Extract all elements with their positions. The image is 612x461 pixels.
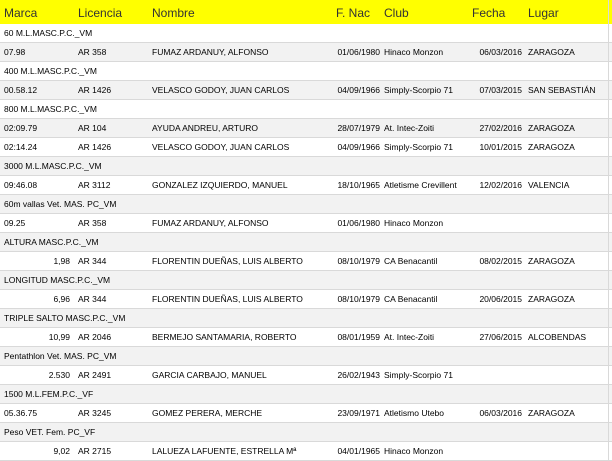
cell-fnac[interactable]: 18/10/1965 xyxy=(337,180,380,190)
cell-club[interactable]: Simply-Scorpio 71 xyxy=(384,142,453,152)
header-nombre[interactable]: Nombre xyxy=(152,6,195,20)
cell-nombre[interactable]: FLORENTIN DUEÑAS, LUIS ALBERTO xyxy=(152,256,303,266)
event-category-label[interactable]: 400 M.L.MASC.P.C._VM xyxy=(4,66,97,76)
cell-fecha[interactable] xyxy=(470,214,522,233)
event-category-label[interactable]: 3000 M.L.MASC.P.C._VM xyxy=(4,161,102,171)
cell-club[interactable]: Hinaco Monzon xyxy=(384,218,444,228)
category-row[interactable] xyxy=(0,347,612,366)
cell-nombre[interactable]: GARCIA CARBAJO, MANUEL xyxy=(152,370,267,380)
cell-fnac[interactable]: 08/10/1979 xyxy=(337,294,380,304)
cell-marca[interactable]: 05.36.75 xyxy=(4,408,38,418)
cell-club[interactable]: Simply-Scorpio 71 xyxy=(384,370,453,380)
table-row[interactable] xyxy=(0,366,612,385)
cell-fecha[interactable]: 10/01/2015 xyxy=(479,142,522,152)
cell-licencia[interactable]: AR 2491 xyxy=(78,370,112,380)
cell-club[interactable]: CA Benacantil xyxy=(384,294,438,304)
header-lugar[interactable]: Lugar xyxy=(528,6,559,20)
cell-nombre[interactable]: BERMEJO SANTAMARIA, ROBERTO xyxy=(152,332,297,342)
cell-marca[interactable]: 09.25 xyxy=(4,218,26,228)
table-row[interactable] xyxy=(0,404,612,423)
cell-lugar[interactable]: VALENCIA xyxy=(528,180,570,190)
category-row[interactable] xyxy=(0,62,612,81)
cell-fnac[interactable]: 01/06/1980 xyxy=(337,218,380,228)
table-row[interactable] xyxy=(0,138,612,157)
cell-fecha[interactable]: 12/02/2016 xyxy=(479,180,522,190)
cell-lugar[interactable]: SAN SEBASTIÁN xyxy=(528,85,596,95)
cell-nombre[interactable]: FUMAZ ARDANUY, ALFONSO xyxy=(152,218,269,228)
cell-licencia[interactable]: AR 344 xyxy=(78,256,107,266)
cell-lugar[interactable]: ZARAGOZA xyxy=(528,256,575,266)
category-row[interactable] xyxy=(0,309,612,328)
cell-nombre[interactable]: GONZALEZ IZQUIERDO, MANUEL xyxy=(152,180,288,190)
column-divider xyxy=(608,0,609,461)
cell-nombre[interactable]: AYUDA ANDREU, ARTURO xyxy=(152,123,258,133)
cell-lugar[interactable] xyxy=(528,442,612,461)
header-row xyxy=(0,0,612,25)
cell-lugar[interactable] xyxy=(528,366,612,385)
cell-club[interactable]: Atletisme Crevillent xyxy=(384,180,457,190)
cell-fecha[interactable]: 07/03/2015 xyxy=(479,85,522,95)
event-category-label[interactable]: 1500 M.L.FEM.P.C._VF xyxy=(4,389,94,399)
cell-lugar[interactable]: ZARAGOZA xyxy=(528,408,575,418)
cell-licencia[interactable]: AR 104 xyxy=(78,123,107,133)
category-row[interactable] xyxy=(0,100,612,119)
cell-fecha[interactable]: 27/02/2016 xyxy=(479,123,522,133)
table-row[interactable] xyxy=(0,328,612,347)
table-row[interactable] xyxy=(0,214,612,233)
cell-licencia[interactable]: AR 3245 xyxy=(78,408,112,418)
event-category-label[interactable]: Peso VET. Fem. PC_VF xyxy=(4,427,96,437)
cell-marca[interactable]: 09:46.08 xyxy=(4,180,38,190)
event-category-label[interactable]: 800 M.L.MASC.P.C._VM xyxy=(4,104,97,114)
cell-licencia[interactable]: AR 2046 xyxy=(78,332,112,342)
cell-fecha[interactable]: 08/02/2015 xyxy=(479,256,522,266)
cell-marca[interactable]: 10,99 xyxy=(48,332,70,342)
cell-lugar[interactable]: ZARAGOZA xyxy=(528,47,575,57)
header-fecha[interactable]: Fecha xyxy=(472,6,506,20)
cell-lugar[interactable]: ALCOBENDAS xyxy=(528,332,587,342)
cell-licencia[interactable]: AR 1426 xyxy=(78,142,112,152)
cell-fecha[interactable]: 06/03/2016 xyxy=(479,408,522,418)
cell-marca[interactable]: 6,96 xyxy=(53,294,70,304)
cell-marca[interactable]: 00.58.12 xyxy=(4,85,38,95)
table-row[interactable] xyxy=(0,176,612,195)
cell-marca[interactable]: 02:14.24 xyxy=(4,142,38,152)
event-category-label[interactable]: TRIPLE SALTO MASC.P.C._VM xyxy=(4,313,126,323)
cell-nombre[interactable]: FLORENTIN DUEÑAS, LUIS ALBERTO xyxy=(152,294,303,304)
event-category-label[interactable]: ALTURA MASC.P.C._VM xyxy=(4,237,99,247)
cell-lugar[interactable] xyxy=(528,214,612,233)
cell-nombre[interactable]: GOMEZ PERERA, MERCHE xyxy=(152,408,263,418)
table-row[interactable] xyxy=(0,252,612,271)
cell-club[interactable]: Atletismo Utebo xyxy=(384,408,444,418)
cell-fnac[interactable]: 04/01/1965 xyxy=(337,446,380,456)
event-category-label[interactable]: 60 M.L.MASC.P.C._VM xyxy=(4,28,93,38)
table-row[interactable] xyxy=(0,442,612,461)
cell-fecha[interactable] xyxy=(470,442,522,461)
category-row[interactable] xyxy=(0,385,612,404)
category-row[interactable] xyxy=(0,233,612,252)
cell-nombre[interactable]: FUMAZ ARDANUY, ALFONSO xyxy=(152,47,269,57)
cell-lugar[interactable]: ZARAGOZA xyxy=(528,142,575,152)
event-category-label[interactable]: Pentathlon Vet. MAS. PC_VM xyxy=(4,351,117,361)
cell-club[interactable]: Simply-Scorpio 71 xyxy=(384,85,453,95)
cell-lugar[interactable]: ZARAGOZA xyxy=(528,294,575,304)
cell-nombre[interactable]: VELASCO GODOY, JUAN CARLOS xyxy=(152,85,290,95)
cell-club[interactable]: Hinaco Monzon xyxy=(384,47,444,57)
event-category-label[interactable]: LONGITUD MASC.P.C._VM xyxy=(4,275,111,285)
event-category-label[interactable]: 60m vallas Vet. MAS. PC_VM xyxy=(4,199,117,209)
cell-marca[interactable]: 2.530 xyxy=(48,370,70,380)
category-row[interactable] xyxy=(0,423,612,442)
cell-licencia[interactable]: AR 344 xyxy=(78,294,107,304)
header-fnac[interactable]: F. Nac xyxy=(336,6,371,20)
cell-licencia[interactable]: AR 3112 xyxy=(78,180,111,190)
cell-fnac[interactable]: 08/10/1979 xyxy=(337,256,380,266)
category-row[interactable] xyxy=(0,157,612,176)
cell-licencia[interactable]: AR 1426 xyxy=(78,85,112,95)
header-licencia[interactable]: Licencia xyxy=(78,6,123,20)
cell-marca[interactable]: 02:09.79 xyxy=(4,123,38,133)
cell-fnac[interactable]: 28/07/1979 xyxy=(337,123,380,133)
category-row[interactable] xyxy=(0,271,612,290)
cell-lugar[interactable]: ZARAGOZA xyxy=(528,123,575,133)
cell-licencia[interactable]: AR 358 xyxy=(78,218,107,228)
table-row[interactable] xyxy=(0,290,612,309)
cell-nombre[interactable]: LALUEZA LAFUENTE, ESTRELLA Mª xyxy=(152,446,297,456)
cell-fecha[interactable]: 27/06/2015 xyxy=(479,332,522,342)
table-row[interactable] xyxy=(0,81,612,100)
cell-fnac[interactable]: 26/02/1943 xyxy=(337,370,380,380)
header-club[interactable]: Club xyxy=(384,6,409,20)
cell-club[interactable]: At. Intec-Zoiti xyxy=(384,123,435,133)
cell-licencia[interactable]: AR 2715 xyxy=(78,446,112,456)
cell-marca[interactable]: 07.98 xyxy=(4,47,26,57)
header-marca[interactable]: Marca xyxy=(4,6,38,20)
category-row[interactable] xyxy=(0,195,612,214)
cell-fnac[interactable]: 08/01/1959 xyxy=(337,332,380,342)
cell-marca[interactable]: 9,02 xyxy=(53,446,70,456)
category-row[interactable] xyxy=(0,24,612,43)
cell-fecha[interactable]: 20/06/2015 xyxy=(479,294,522,304)
cell-fnac[interactable]: 01/06/1980 xyxy=(337,47,380,57)
cell-fecha[interactable]: 06/03/2016 xyxy=(479,47,522,57)
cell-fecha[interactable] xyxy=(470,366,522,385)
table-row[interactable] xyxy=(0,43,612,62)
cell-club[interactable]: CA Benacantil xyxy=(384,256,438,266)
cell-fnac[interactable]: 04/09/1966 xyxy=(337,85,380,95)
cell-club[interactable]: At. Intec-Zoiti xyxy=(384,332,435,342)
cell-licencia[interactable]: AR 358 xyxy=(78,47,107,57)
table-row[interactable] xyxy=(0,119,612,138)
cell-marca[interactable]: 1,98 xyxy=(53,256,70,266)
cell-fnac[interactable]: 04/09/1966 xyxy=(337,142,380,152)
cell-nombre[interactable]: VELASCO GODOY, JUAN CARLOS xyxy=(152,142,290,152)
cell-fnac[interactable]: 23/09/1971 xyxy=(337,408,380,418)
cell-club[interactable]: Hinaco Monzon xyxy=(384,446,444,456)
